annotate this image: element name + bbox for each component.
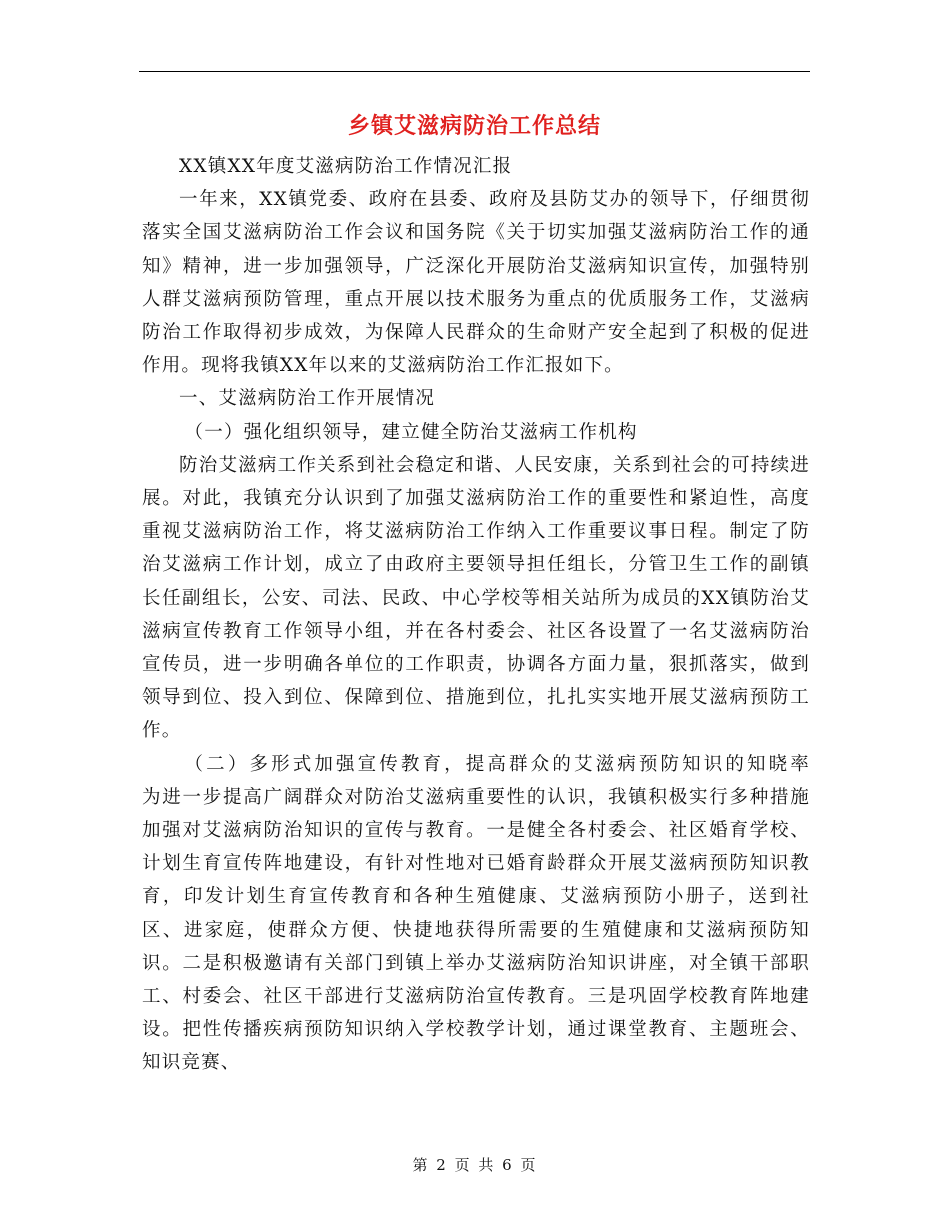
header-rule xyxy=(139,71,810,72)
section-heading: 一、艾滋病防治工作开展情况 xyxy=(179,388,436,410)
body-paragraph: （二）多形式加强宣传教育，提高群众的艾滋病预防知识的知晓率 为进一步提高广阔群众对防治艾滋病重要性的认识，我镇积极实行多种措施加强对艾滋病防治知识的宣传与教育。一是健全各村委会、社区婚育学校、计划生育宣传阵地建设，有针对性地对已婚育龄群众开展艾滋病预防知识教育，印发计划生育宣传教育和各种生殖健康、艾滋病预防小册子，送到社区、进家庭，使群众方便、快捷地获得所需要的生殖健康和艾滋病预防知识。二是积极邀请有关部门到镇上举办艾滋病防治知识讲座，对全镇干部职工、村委会、社区干部进行艾滋病防治宣传教育。三是巩固学校教育阵地建设。把性传播疾病预防知识纳入学校教学计划，通过课堂教育、主题班会、知识竞赛、 xyxy=(142,753,850,1074)
body-paragraph: 一年来，XX镇党委、政府在县委、政府及县防艾办的领导下，仔细贯彻落实全国艾滋病防治工作会议和国务院《关于切实加强艾滋病防治工作的通知》精神，进一步加强领导，广泛深化开展防治艾滋病知识宣传，加强特别人群艾滋病预防管理，重点开展以技术服务为重点的优质服务工作，艾滋病防治工作取得初步成效，为保障人民群众的生命财产安全起到了积极的促进作用。现将我镇XX年以来的艾滋病防治工作汇报如下。 xyxy=(142,189,810,377)
report-subtitle: XX镇XX年度艾滋病防治工作情况汇报 xyxy=(179,156,513,177)
document-body xyxy=(142,150,850,1080)
subsection-heading: （一）强化组织领导，建立健全防治艾滋病工作机构 xyxy=(184,421,638,443)
document-title: 乡镇艾滋病防治工作总结 xyxy=(347,113,601,139)
body-paragraph: 防治艾滋病工作关系到社会稳定和谐、人民安康，关系到社会的可持续进展。对此，我镇充分认识到了加强艾滋病防治工作的重要性和紧迫性，高度重视艾滋病防治工作，将艾滋病防治工作纳入工作重要议事日程。制定了防治艾滋病工作计划，成立了由政府主要领导担任组长，分管卫生工作的副镇长任副组长，公安、司法、民政、中心学校等相关站所为成员的XX镇防治艾滋病宣传教育工作领导小组，并在各村委会、社区各设置了一名艾滋病防治宣传员，进一步明确各单位的工作职责，协调各方面力量，狠抓落实，做到领导到位、投入到位、保障到位、措施到位，扎扎实实地开展艾滋病预防工作。 xyxy=(142,454,810,742)
page-number: 第 2 页 共 6 页 xyxy=(412,1156,538,1174)
